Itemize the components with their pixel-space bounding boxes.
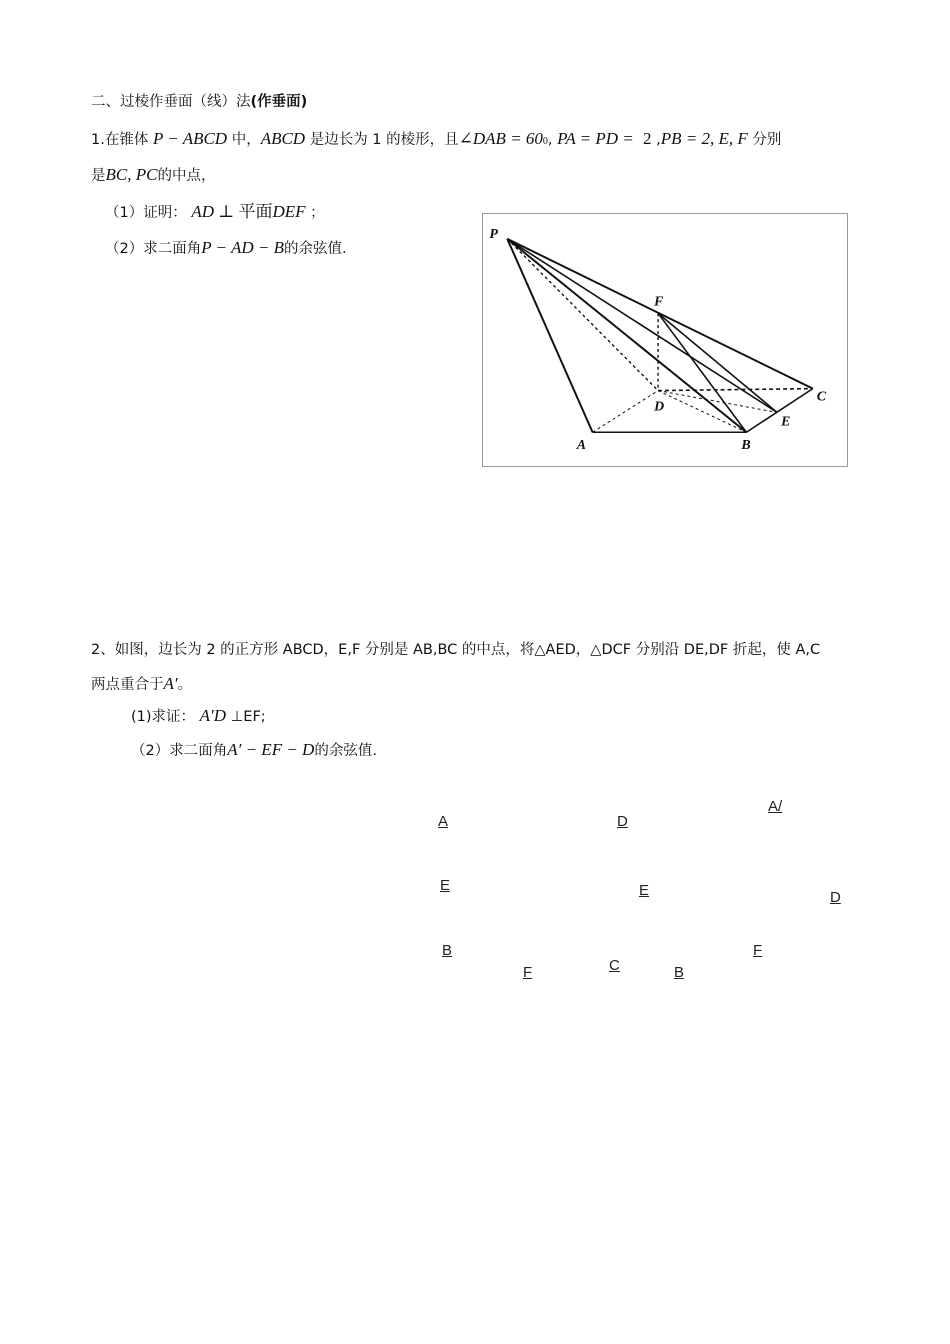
problem2-line2: 两点重合于A′。 — [91, 674, 193, 693]
problem1-line1: 1.在锥体 P − ABCD 中，ABCD 是边长为 1 的棱形，且∠DAB = 600, PA = PD = 2 ,PB = 2, E, F 分别 — [91, 129, 782, 148]
problem1-question2: （2）求二面角P − AD − B的余弦值. — [105, 238, 347, 257]
edge-PC — [507, 239, 813, 389]
label-D: D — [654, 399, 665, 415]
edge-DC — [658, 389, 813, 391]
edge-PB — [507, 239, 746, 432]
fig2-label-C: C — [609, 957, 620, 974]
fig2-label-A-prime: A/ — [768, 798, 783, 815]
label-A: A — [576, 438, 586, 454]
edge-PA — [507, 239, 592, 432]
fig2-label-E-right: E — [639, 882, 650, 899]
label-F: F — [654, 294, 664, 310]
problem2-question1: (1)求证： A′D ⊥EF; — [131, 706, 266, 725]
label-E: E — [781, 414, 791, 430]
fig2-label-F-left: F — [523, 964, 533, 981]
fig2-label-B-left: B — [442, 942, 453, 959]
fig2-label-A: A — [438, 813, 449, 830]
fig2-label-B-right: B — [674, 964, 685, 981]
problem2-line1: 2、如图，边长为 2 的正方形 ABCD，E,F 分别是 AB,BC 的中点，将△AED，△DCF 分别沿 DE,DF 折起，使 A,C — [91, 642, 821, 658]
figure-pyramid — [482, 213, 848, 467]
edge-PD — [507, 239, 658, 391]
fig2-label-D-right: D — [830, 889, 841, 906]
problem1-question1: （1）证明： AD ⊥ 平面DEF ； — [105, 202, 325, 221]
section-title: 二、过棱作垂面（线）法(作垂面) — [91, 94, 308, 110]
label-B: B — [741, 438, 751, 454]
label-P: P — [489, 226, 498, 242]
fig2-label-D: D — [617, 813, 628, 830]
fig2-label-F-right: F — [753, 942, 763, 959]
problem1-line2: 是BC, PC的中点， — [91, 165, 216, 184]
label-C: C — [816, 389, 827, 405]
problem2-question2: （2）求二面角A′ − EF − D的余弦值. — [131, 740, 377, 759]
fig2-label-E-left: E — [440, 877, 451, 894]
pyramid-diagram — [483, 214, 847, 466]
edge-AD — [593, 391, 658, 433]
edge-PE — [507, 239, 777, 413]
